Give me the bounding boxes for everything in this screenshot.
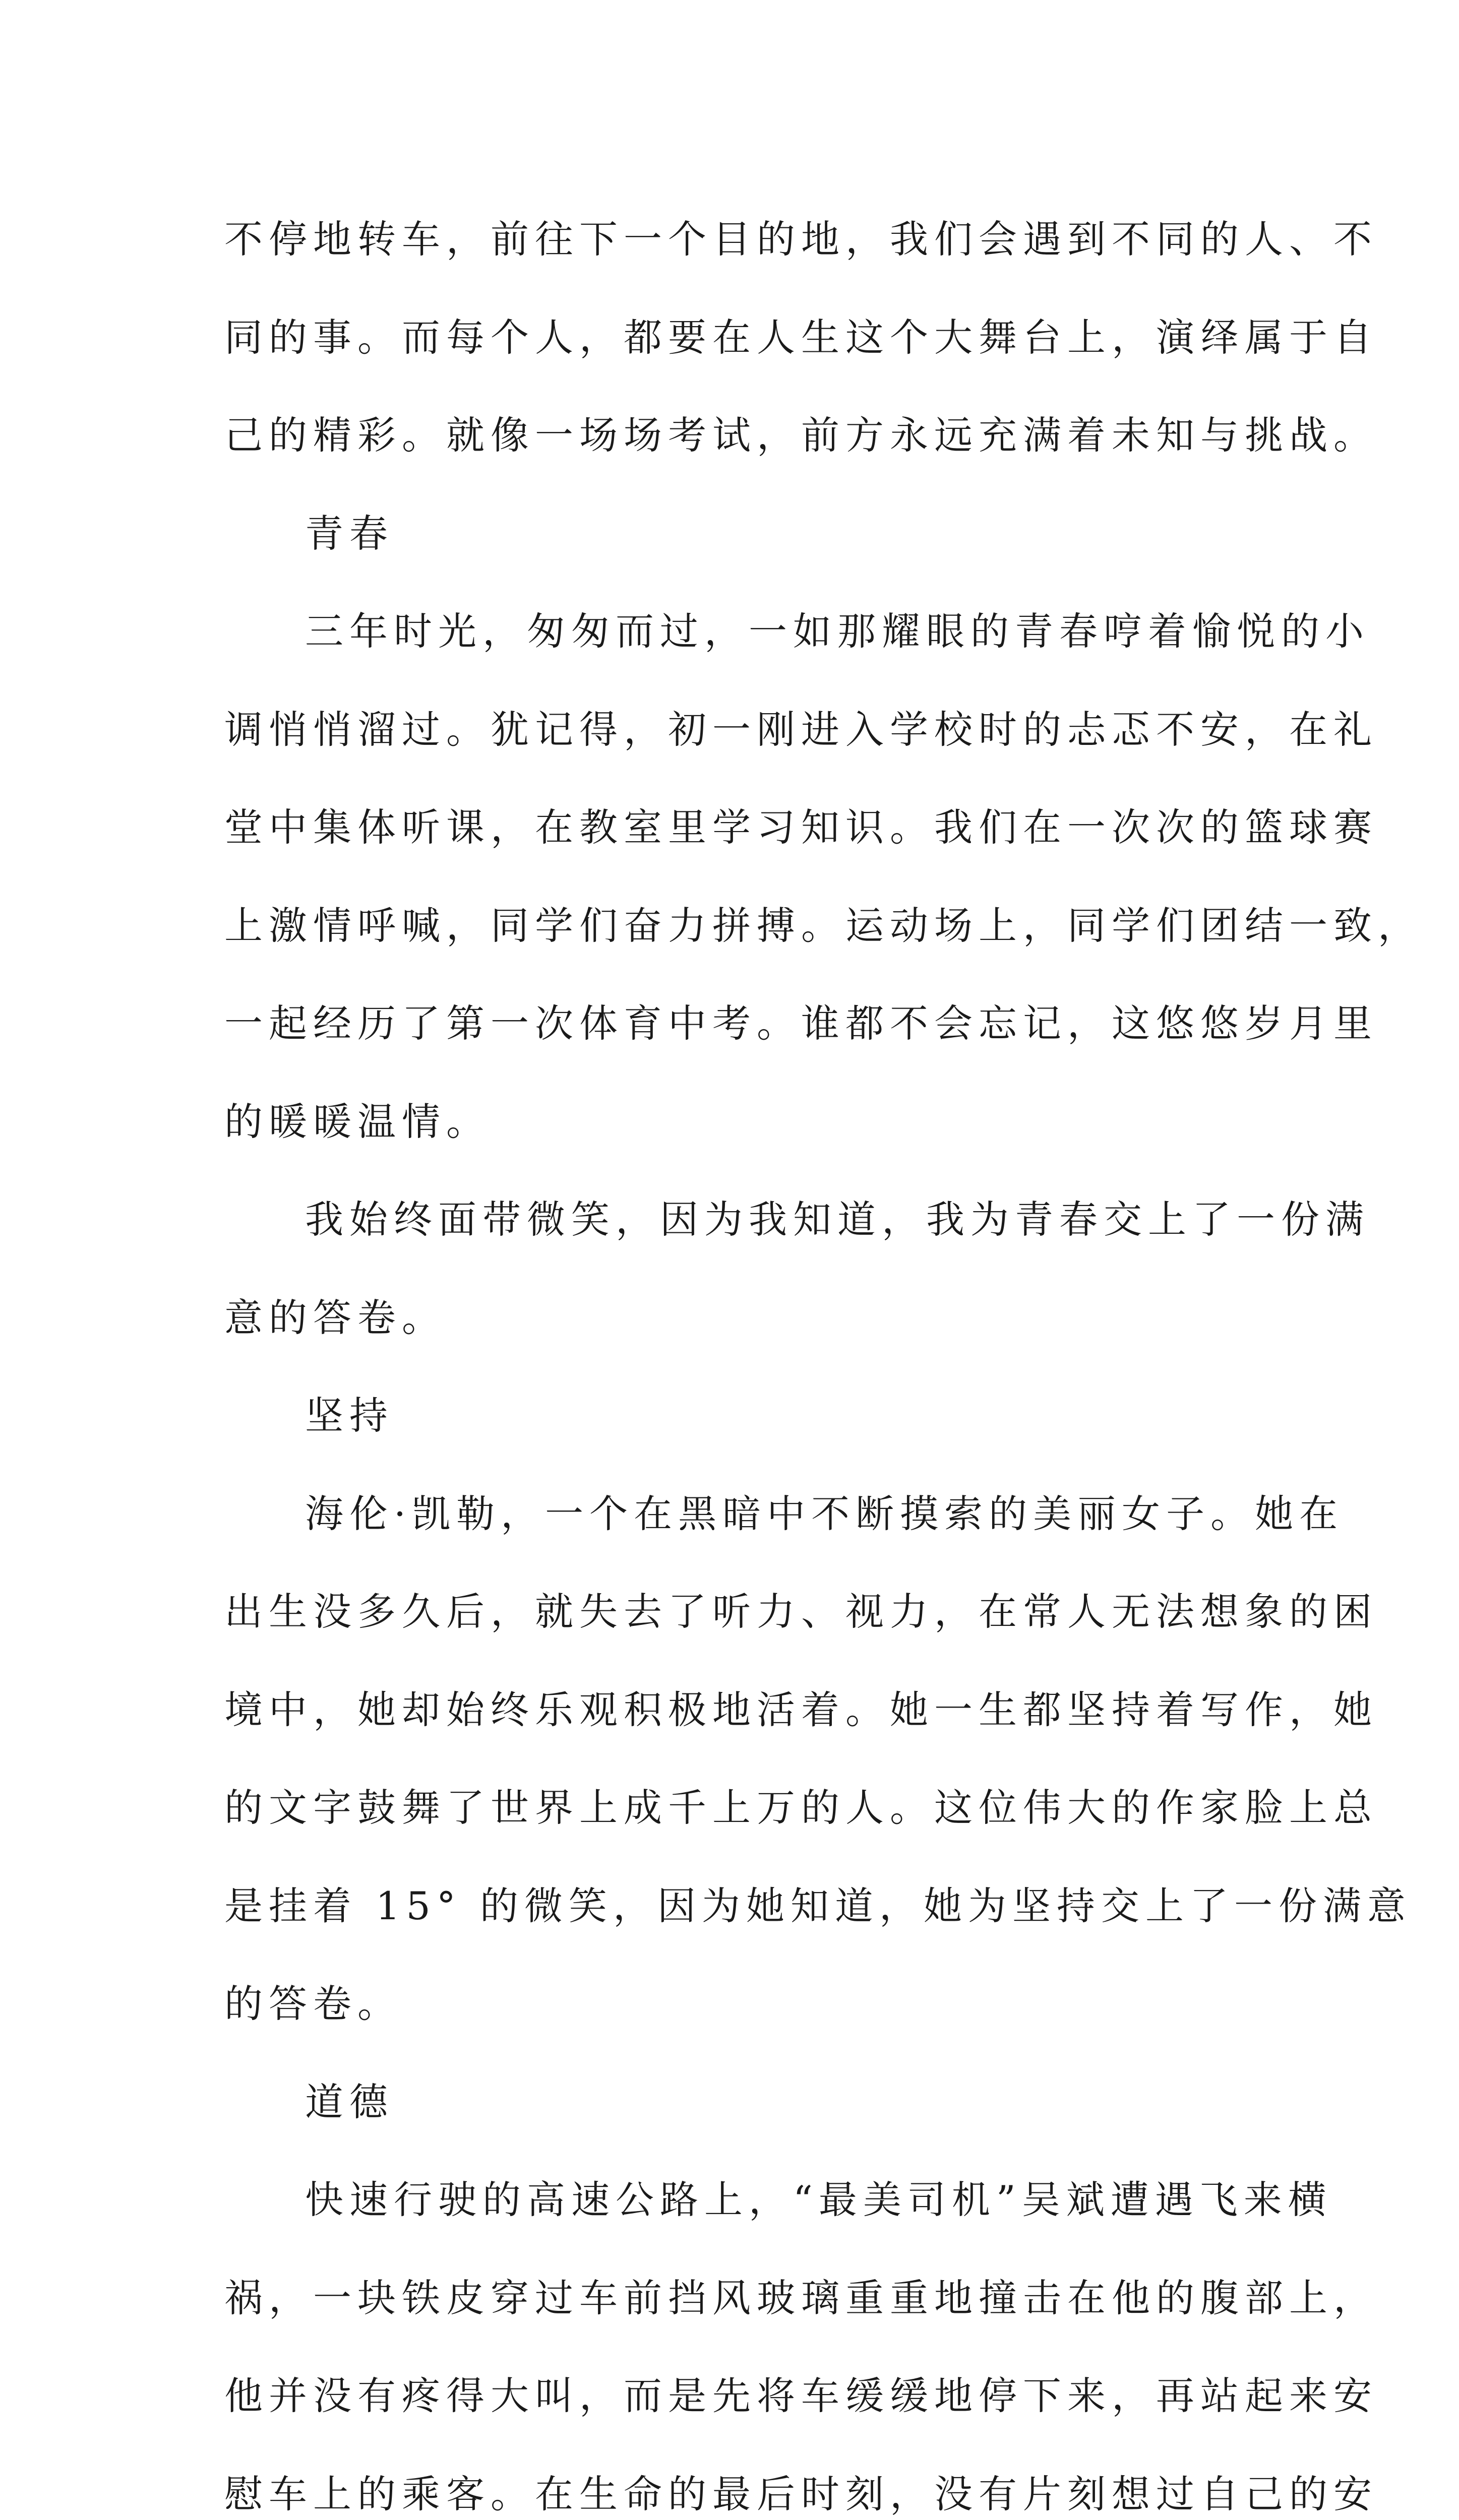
text-line: 同的事。而每个人，都要在人生这个大舞台上，演绎属于自 — [224, 287, 1378, 388]
text-line: 的文字鼓舞了世界上成千上万的人。这位伟大的作家脸上总 — [224, 1757, 1378, 1858]
text-line: 我始终面带微笑，因为我知道，我为青春交上了一份满 — [224, 1169, 1370, 1270]
text-line: 他并没有疼得大叫，而是先将车缓缓地停下来，再站起来安 — [224, 2346, 1378, 2446]
text-line: 出生没多久后，就失去了听力、视力，在常人无法想象的困 — [224, 1561, 1378, 1662]
text-line: 快速行驶的高速公路上，“最美司机”吴斌遭遇飞来横 — [224, 2150, 1332, 2250]
text-line: 三年时光，匆匆而过，一如那耀眼的青春哼着愉悦的小 — [224, 581, 1370, 682]
text-line: 海伦·凯勒，一个在黑暗中不断摸索的美丽女子。她在 — [224, 1464, 1344, 1564]
text-line: 己的精彩。就像一场场考试，前方永远充满着未知与挑战。 — [224, 385, 1378, 486]
section-heading: 坚持 — [224, 1365, 394, 1466]
text-line: 祸，一块铁皮穿过车前挡风玻璃重重地撞击在他的腹部上， — [224, 2248, 1378, 2349]
text-line: 慰车上的乘客。在生命的最后时刻，没有片刻想过自己的安 — [224, 2444, 1378, 2520]
text-line: 的答卷。 — [224, 1954, 402, 2054]
text-line: 是挂着 15° 的微笑，因为她知道，她为坚持交上了一份满意 — [224, 1856, 1412, 1957]
text-line: 不停地转车，前往下一个目的地，我们会遇到不同的人、不 — [224, 189, 1378, 290]
text-line: 境中，她却始终乐观积极地活着。她一生都坚持着写作，她 — [224, 1660, 1378, 1760]
section-heading: 道德 — [224, 2052, 394, 2153]
section-heading: 青春 — [224, 483, 394, 584]
text-line: 的暖暖温情。 — [224, 1072, 491, 1172]
text-line: 堂中集体听课，在教室里学习知识。我们在一次次的篮球赛 — [224, 777, 1378, 878]
text-line: 意的答卷。 — [224, 1268, 446, 1368]
text-line: 上激情呼喊，同学们奋力拼搏。运动场上，同学们团结一致， — [224, 875, 1422, 976]
text-line: 一起经历了第一次体育中考。谁都不会忘记，这悠悠岁月里 — [224, 973, 1378, 1074]
text-line: 调悄悄溜过。犹记得，初一刚进入学校时的忐忑不安，在礼 — [224, 679, 1378, 780]
